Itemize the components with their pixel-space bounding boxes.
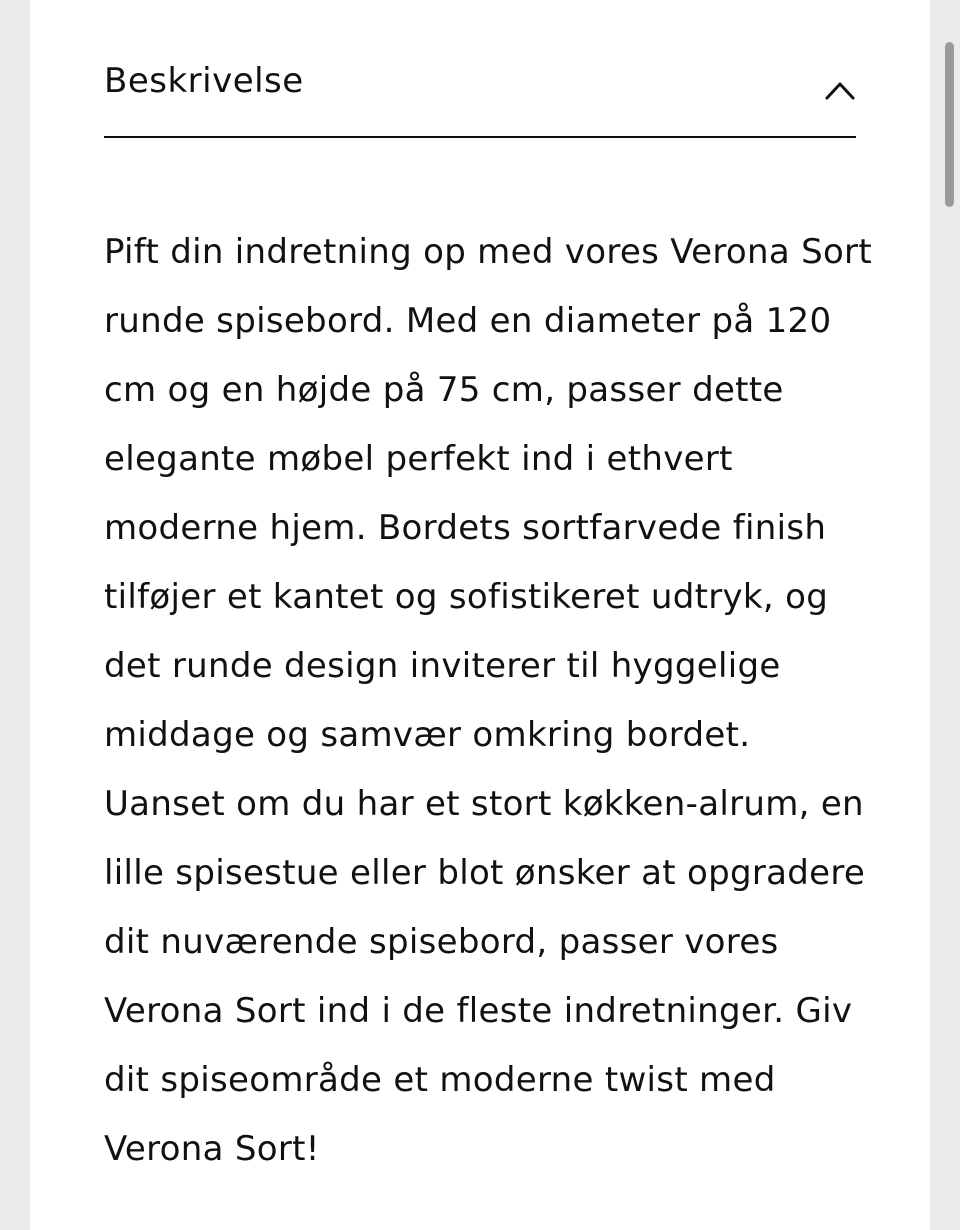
scrollbar-thumb[interactable] <box>945 42 954 207</box>
chevron-up-icon[interactable] <box>824 78 856 102</box>
description-accordion-toggle[interactable] <box>104 0 856 138</box>
scrollbar-track[interactable] <box>942 0 960 1230</box>
accordion-title: Beskrivelse <box>104 61 304 101</box>
product-description-card <box>30 0 930 1230</box>
product-description-text: Pift din indretning op med vores Verona Sort runde spisebord. Med en diameter på 120 cm og en højde på 75 cm, passer dette elegante møbel perfekt ind i ethvert moderne hjem. Bordets sortfarvede finish tilføjer et kantet og sofistikeret udtryk, og det runde design inviterer til hyggelige middage og samvær omkring bordet. Uanset om du har et stort køkken-alrum, en lille spisestue eller blot ønsker at opgradere dit nuværende spisebord, passer vores Verona Sort ind i de fleste indretninger. Giv dit spiseområde et moderne twist med Verona Sort! <box>104 232 872 1169</box>
